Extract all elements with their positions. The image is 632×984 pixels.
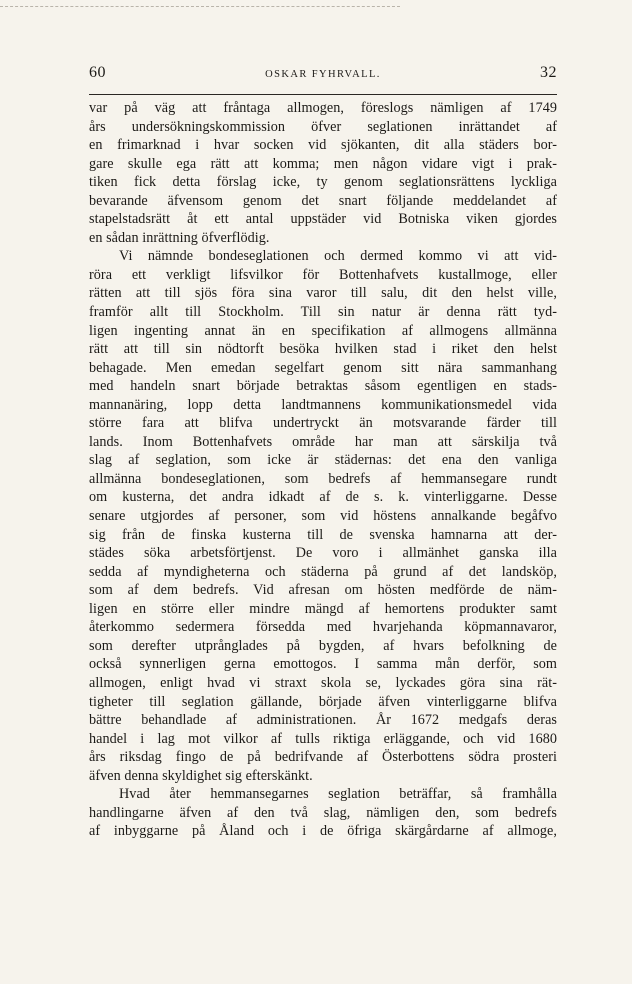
text-line: rätt att till sin nödtorft besöka hvilken stad i riket den helst bbox=[89, 341, 557, 358]
text-line: sedda af myndigheterna och städerna på grund af det landsköp, bbox=[89, 563, 557, 580]
text-line: var på väg att fråntaga allmogen, föreslogs nämligen af 1749 bbox=[89, 100, 557, 116]
text-line: handlingarne äfven af den två slag, nämligen den, som bedrefs bbox=[89, 804, 557, 821]
text-line: slag af seglation, som icke är städernas: det ena den vanliga bbox=[89, 452, 557, 469]
text-line: års undersökningskommission öfver seglationen inrättandet af bbox=[89, 118, 557, 135]
text-line: behagade. Men emedan segelfart genom sitt nära sammanhang bbox=[89, 359, 557, 376]
paragraph-start-line: Vi nämnde bondeseglationen och dermed kommo vi att vid- bbox=[119, 248, 557, 265]
text-line: allmänna bondeseglationen, som bedrefs af hemmansegare rundt bbox=[89, 470, 557, 487]
text-line: mannanäring, lopp detta landtmannens kommunikationsmedel vida bbox=[89, 396, 557, 413]
text-line: ligen en större eller mindre mängd af hemortens produkter samt bbox=[89, 600, 557, 617]
text-line: städes söka arbetsförtjenst. De voro i allmänhet ganska illa bbox=[89, 545, 557, 562]
page-number-left: 60 bbox=[89, 64, 106, 81]
text-line: ligen ingenting annat än en specifikation af allmogens allmänna bbox=[89, 322, 557, 339]
paragraph-start-line: Hvad åter hemmansegarnes seglation beträffar, så framhålla bbox=[119, 786, 557, 803]
text-line: allmogen, enligt hvad vi straxt skola se, lyckades göra sina rät- bbox=[89, 674, 557, 691]
text-line: med handeln snart började betraktas såsom egentligen en stads- bbox=[89, 378, 557, 395]
paragraph-end-line: äfven denna skyldighet sig efterskänkt. bbox=[89, 767, 313, 784]
text-line: också synnerligen gerna emottogos. I samma mån derför, som bbox=[89, 656, 557, 673]
scan-edge-rule bbox=[0, 6, 400, 7]
text-line: röra ett verkligt lifsvilkor för Bottenhafvets kustallmoge, eller bbox=[89, 266, 557, 283]
text-line: gare skulle ega rätt att komma; men någon vidare vigt i prak- bbox=[89, 155, 557, 172]
text-line: lands. Inom Bottenhafvets område har man att särskilja två bbox=[89, 433, 557, 450]
text-line: års riksdag fingo de på bedrifvande af Österbottens södra prosteri bbox=[89, 749, 557, 766]
text-line: framför allt till Stockholm. Till sin natur är denna rätt tyd- bbox=[89, 304, 557, 321]
page-number-right: 32 bbox=[540, 64, 557, 81]
page-header bbox=[89, 64, 557, 88]
text-line: tiken fick detta förslag icke, ty genom seglationsrättens lyckliga bbox=[89, 174, 557, 191]
text-line: om kusterna, det andra idkadt af de s. k. vinterliggarne. Desse bbox=[89, 489, 557, 506]
text-line: bevarande äfvensom genom det snart följande meddelandet af bbox=[89, 192, 557, 209]
text-line: tigheter till seglation gällande, började äfven vinterliggarne blifva bbox=[89, 693, 557, 710]
text-line: sig från de finska kusterna till de svenska hamnarna att der- bbox=[89, 526, 557, 543]
body-text bbox=[89, 99, 557, 841]
text-line: bättre behandlade af administrationen. År 1672 medgafs deras bbox=[89, 712, 557, 729]
text-line: handel i lag mot vilkor af tulls riktiga erläggande, och vid 1680 bbox=[89, 730, 557, 747]
text-line: större fara att blifva undertryckt än motsvarande färder till bbox=[89, 415, 557, 432]
text-line: återkommo sedermera försedda med hvarjehanda köpmannavaror, bbox=[89, 619, 557, 636]
paragraph-end-line: en sådan inrättning öfverflödig. bbox=[89, 229, 270, 246]
text-line: rätten att till sjös föra sina varor till salu, dit den helst ville, bbox=[89, 285, 557, 302]
running-head: OSKAR FYHRVALL. bbox=[265, 69, 381, 80]
text-line: senare utgjordes af personer, som vid höstens annalkande begåfvo bbox=[89, 508, 557, 525]
text-line: som derefter utprånglades på bygden, af hvars befolkning de bbox=[89, 637, 557, 654]
text-line: som af dem bedrefs. Vid afresan om hösten medförde de näm- bbox=[89, 582, 557, 599]
header-rule bbox=[89, 94, 557, 95]
text-line: af inbyggarne på Åland och i de öfriga skärgårdarne af allmoge, bbox=[89, 823, 557, 840]
text-line: stapelstadsrätt åt ett antal uppstäder vid Botniska viken gjordes bbox=[89, 211, 557, 228]
text-line: en frimarknad i hvar socken vid sjökanten, dit alla städers bor- bbox=[89, 137, 557, 154]
